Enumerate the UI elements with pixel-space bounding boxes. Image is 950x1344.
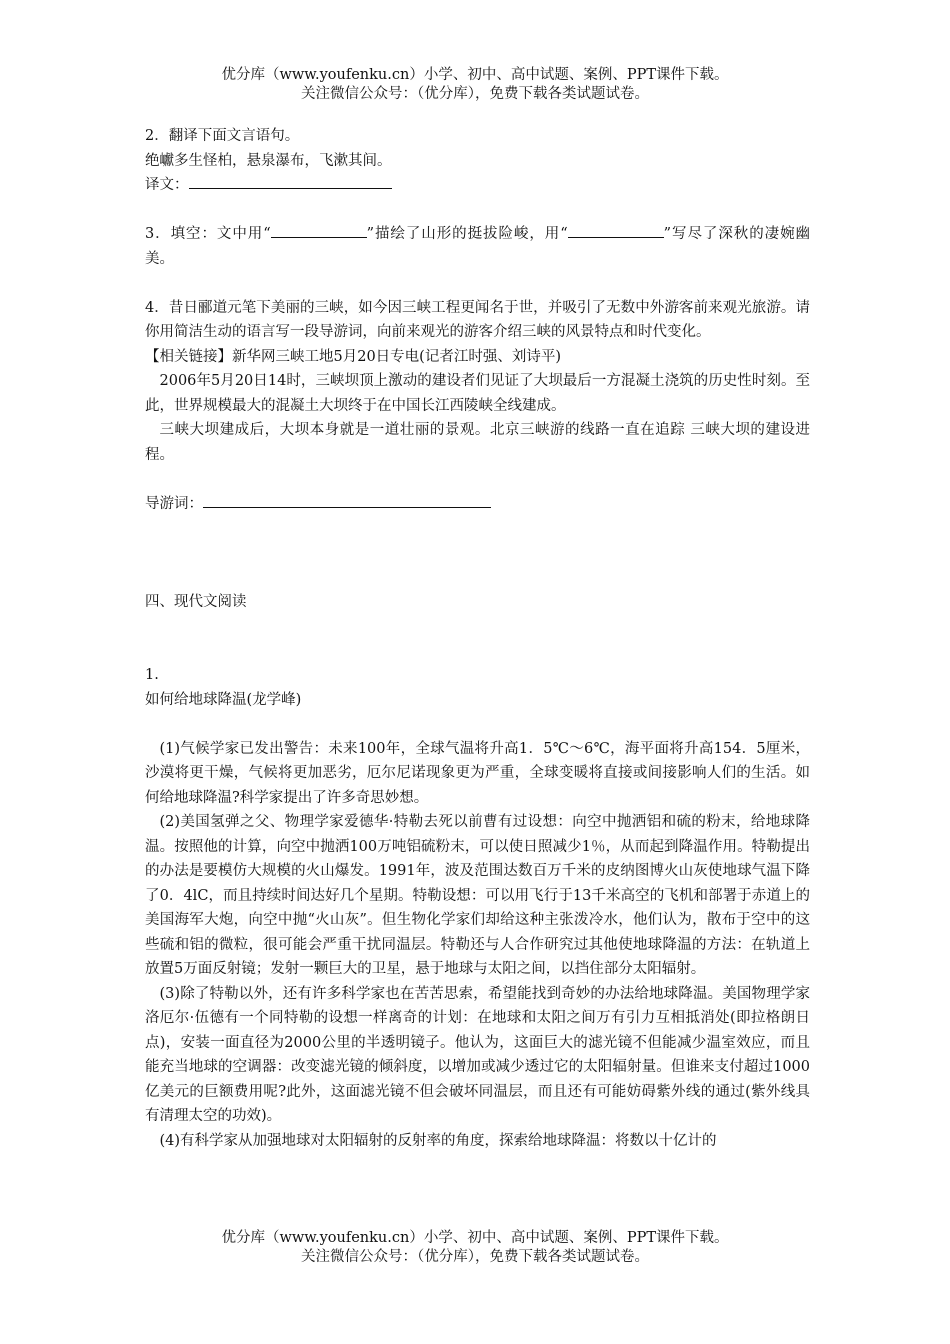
q4-prompt: 4．昔日郦道元笔下美丽的三峡，如今因三峡工程更闻名于世，并吸引了无数中外游客前来观光旅游。请你用简洁生动的语言写一段导游词，向前来观光的游客介绍三峡的风景特点和时代变化。 xyxy=(145,299,810,340)
footer-line-2: 关注微信公众号：（优分库），免费下载各类试题试卷。 xyxy=(301,1249,649,1265)
q3-blank-2[interactable] xyxy=(568,222,664,238)
q3-part-2: ”描绘了山形的挺拔险峻，用“ xyxy=(366,226,568,242)
footer-line-1: 优分库（www.youfenku.cn）小学、初中、高中试题、案例、PPT课件下载。 xyxy=(221,1230,729,1246)
page-header xyxy=(0,66,950,104)
q4-answer-line xyxy=(145,492,810,517)
q2-answer-line xyxy=(145,173,810,198)
reading-paragraph-1: (1)气候学家已发出警告：未来100年，全球气温将升高1．5℃～6℃，海平面将升高154．5厘米，沙漠将更干燥，气候将更加恶劣，厄尔尼诺现象更为严重，全球变暖将直接或间接影响人们的生活。如何给地球降温?科学家提出了许多奇思妙想。 xyxy=(145,740,810,806)
q3-part-3: ”写尽了深秋的凄婉幽美。 xyxy=(145,226,811,267)
reading-paragraph-3: (3)除了特勒以外，还有许多科学家也在苦苦思索，希望能找到奇妙的办法给地球降温。美国物理学家洛厄尔·伍德有一个同特勒的设想一样离奇的计划：在地球和太阳之间万有引力互相抵消处(即拉格朗日点)，安装一面直径为2000公里的半透明镜子。他认为，这面巨大的滤光镜不但能减少温室效应，而且能充当地球的空调器：改变滤光镜的倾斜度，以增加或减少透过它的太阳辐射量。但谁来支付超过1000亿美元的巨额费用呢?此外，这面滤光镜不但会破坏同温层，而且还有可能妨碍紫外线的通过(紫外线具有清理太空的功效)。 xyxy=(145,985,810,1124)
section-title: 四、现代文阅读 xyxy=(145,593,247,610)
header-line-2: 关注微信公众号：（优分库），免费下载各类试题试卷。 xyxy=(301,86,649,102)
q2-answer-blank[interactable] xyxy=(189,173,392,189)
q4-answer-label: 导游词： xyxy=(145,495,203,512)
page-footer xyxy=(0,1229,950,1267)
reading-title: 如何给地球降温(龙学峰) xyxy=(145,691,302,708)
q2-answer-label: 译文： xyxy=(145,177,189,193)
reading-number: 1. xyxy=(145,667,159,683)
q2-sentence: 绝巘多生怪柏，悬泉瀑布，飞漱其间。 xyxy=(145,152,392,169)
q4-news-paragraph-2: 三峡大坝建成后，大坝本身就是一道壮丽的景观。北京三峡游的线路一直在追踪 三峡大坝的建设进程。 xyxy=(145,422,810,463)
reading-paragraph-4: (4)有科学家从加强地球对太阳辐射的反射率的角度，探索给地球降温：将数以十亿计的 xyxy=(159,1132,717,1149)
q4-news-paragraph-1: 2006年5月20日14时，三峡坝顶上激动的建设者们见证了大坝最后一方混凝土浇筑的历史性时刻。至此，世界规模最大的混凝土大坝终于在中国长江西陵峡全线建成。 xyxy=(145,373,810,414)
q3-part-1: 3．填空：文中用“ xyxy=(145,226,271,242)
q2-title: 2．翻译下面文言语句。 xyxy=(145,128,300,144)
q3-blank-1[interactable] xyxy=(271,222,367,238)
document-body xyxy=(145,124,810,1153)
header-line-1: 优分库（www.youfenku.cn）小学、初中、高中试题、案例、PPT课件下载。 xyxy=(221,67,729,83)
q4-answer-blank[interactable] xyxy=(203,492,491,508)
q3-fill xyxy=(145,222,810,271)
reading-paragraph-2: (2)美国氢弹之父、物理学家爱德华·特勒去死以前曹有过设想：向空中抛洒铝和硫的粉末，给地球降温。按照他的计算，向空中抛洒100万吨铝硫粉末，可以使日照减少1％，从而起到降温作用。特勒提出的办法是要模仿大规模的火山爆发。1991年，波及范围达数百万千米的皮纳图博火山灰使地球气温下降了0．4lC，而且持续时间达好几个星期。特勒设想：可以用飞行于13千米高空的飞机和部署于赤道上的美国海军大炮，向空中抛“火山灰”。但生物化学家们却给这种主张泼冷水，他们认为，散布于空中的这些硫和铝的微粒，很可能会严重干扰同温层。特勒还与人合作研究过其他使地球降温的方法：在轨道上放置5万面反射镜；发射一颗巨大的卫星，悬于地球与太阳之间，以挡住部分太阳辐射。 xyxy=(145,814,810,977)
q4-related-link: 【相关链接】新华网三峡工地5月20日专电(记者江时强、刘诗平) xyxy=(145,348,561,365)
